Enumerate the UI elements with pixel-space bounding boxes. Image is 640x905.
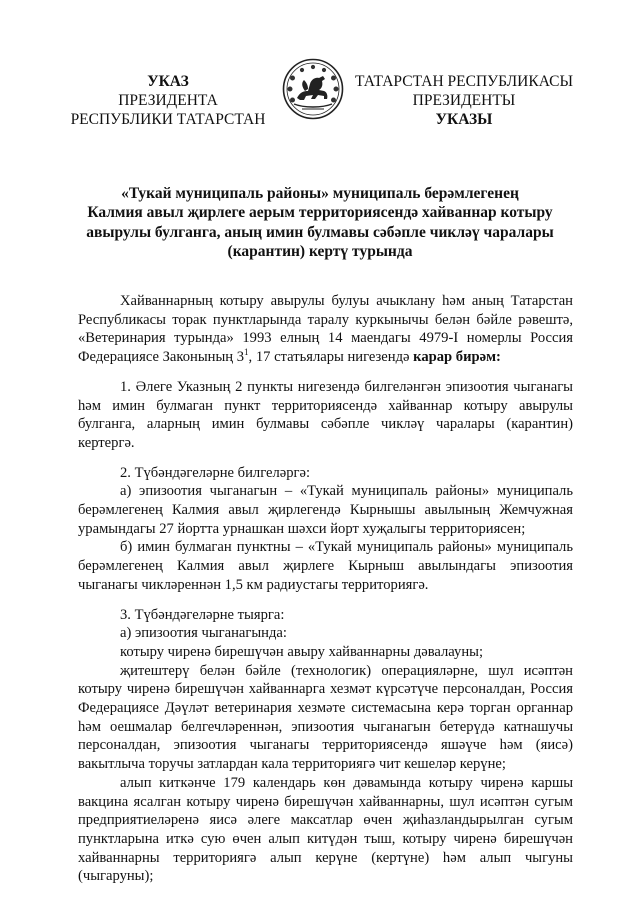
decree-phrase: карар бирәм: xyxy=(413,349,501,366)
item-1: 1. Әлеге Указның 2 пункты нигезендә билгеләнгән эпизоотия чыганагы һәм имин булмаган пункт территориясендә хайваннар котыру авырулы булганга, аларның имин булмавы сәбәпле чикләү чаралары (карантин) кертергә. xyxy=(78,378,573,451)
decree-body xyxy=(78,292,573,886)
title-line-2: Калмия авыл җирлеге аерым территориясендә хайваннар котыру xyxy=(87,204,553,222)
header-left-line-2: ПРЕЗИДЕНТА xyxy=(118,92,218,109)
title-line-3: авырулы булганга, аның имин булмавы сәбәпле чикләү чаралары xyxy=(86,223,554,241)
item-3a-1: котыру чиренә бирешүчән авыру хайваннарны дәвалауны; xyxy=(120,643,484,660)
preamble-superscript: 1 xyxy=(244,347,249,358)
item-2: 2. Түбәндәгеләрне билгеләргә: xyxy=(120,464,311,481)
header-left-line-3: РЕСПУБЛИКИ ТАТАРСТАН xyxy=(70,111,266,128)
preamble-paragraph xyxy=(78,292,573,367)
header-left-line-1: УКАЗ xyxy=(147,73,189,90)
header-left xyxy=(48,72,288,129)
title-line-4: (карантин) кертү турында xyxy=(227,242,413,260)
preamble-text: Хайваннарның котыру авырулы булуы ачыклану һәм аның Татарстан Республикасы торак пунктларында таралу куркынычы белән бәйле рәвештә, «Ветеринария турында» 1993 елның 14 маендагы 4979-I номерлы Россия Федерациясе Законының 3 xyxy=(78,293,573,366)
item-2a: а) эпизоотия чыганагын – «Тукай муниципаль районы» муниципаль берәмлегенең Калмия авыл җирлегендә Кырнышы авылының Жемчужная урамындагы 27 йортта урнашкан шәхси йорт хуҗалыгы территориясен; xyxy=(78,483,573,537)
header-right-line-3: УКАЗЫ xyxy=(435,111,493,128)
item-3a-3: алып киткәнче 179 календарь көн дәвамында котыру чиренә каршы вакцина ясалган котыру чиренә бирешүчән хайваннарны, шул исәптән сугым предприятиеләренә яисә әлеге максатлар өчен җиһазландырылган сугым пунктларына иткә сую өчен алып китүдән тыш, котыру чиренә бирешүчән хайваннарны территориягә алып керүне (кертүне) һәм алып чыгуны (чыгаруны); xyxy=(78,774,573,885)
item-3: 3. Түбәндәгеләрне тыярга: xyxy=(120,606,285,623)
tatarstan-coat-of-arms-icon xyxy=(282,58,344,120)
header-right xyxy=(344,72,584,129)
decree-title xyxy=(70,184,570,261)
header-right-line-1: ТАТАРСТАН РЕСПУБЛИКАСЫ xyxy=(355,73,573,90)
item-2b: б) имин булмаган пунктны – «Тукай муниципаль районы» муниципаль берәмлегенең Калмия авыл җирлеге Кырныш авылындагы эпизоотия чыганагы чикләреннән 1,5 км радиустагы территориягә. xyxy=(78,539,573,593)
item-3a-2: җитештерү белән бәйле (технологик) операцияләрне, шул исәптән котыру чиренә бирешүчән хайваннарга хезмәт күрсәтүче персоналдан, Россия Федерациясе Дәүләт ветеринария хезмәте системасына керә торган органнар һәм оешмалар белгечләреннән, эпизоотия чыганагын бетерүдә катнашучы персоналдан, эпизоотия чыганагы территориясендә яшәүче һәм (яисә) вакытлыча торучы затлардан кала территориягә чит кешеләр керүне; xyxy=(78,662,573,773)
preamble-text-2: , 17 статьялары нигезендә xyxy=(248,349,414,366)
item-3a: а) эпизоотия чыганагында: xyxy=(120,625,287,642)
title-line-1: «Тукай муниципаль районы» муниципаль берәмлегенең xyxy=(121,185,519,202)
header-right-line-2: ПРЕЗИДЕНТЫ xyxy=(412,92,516,109)
